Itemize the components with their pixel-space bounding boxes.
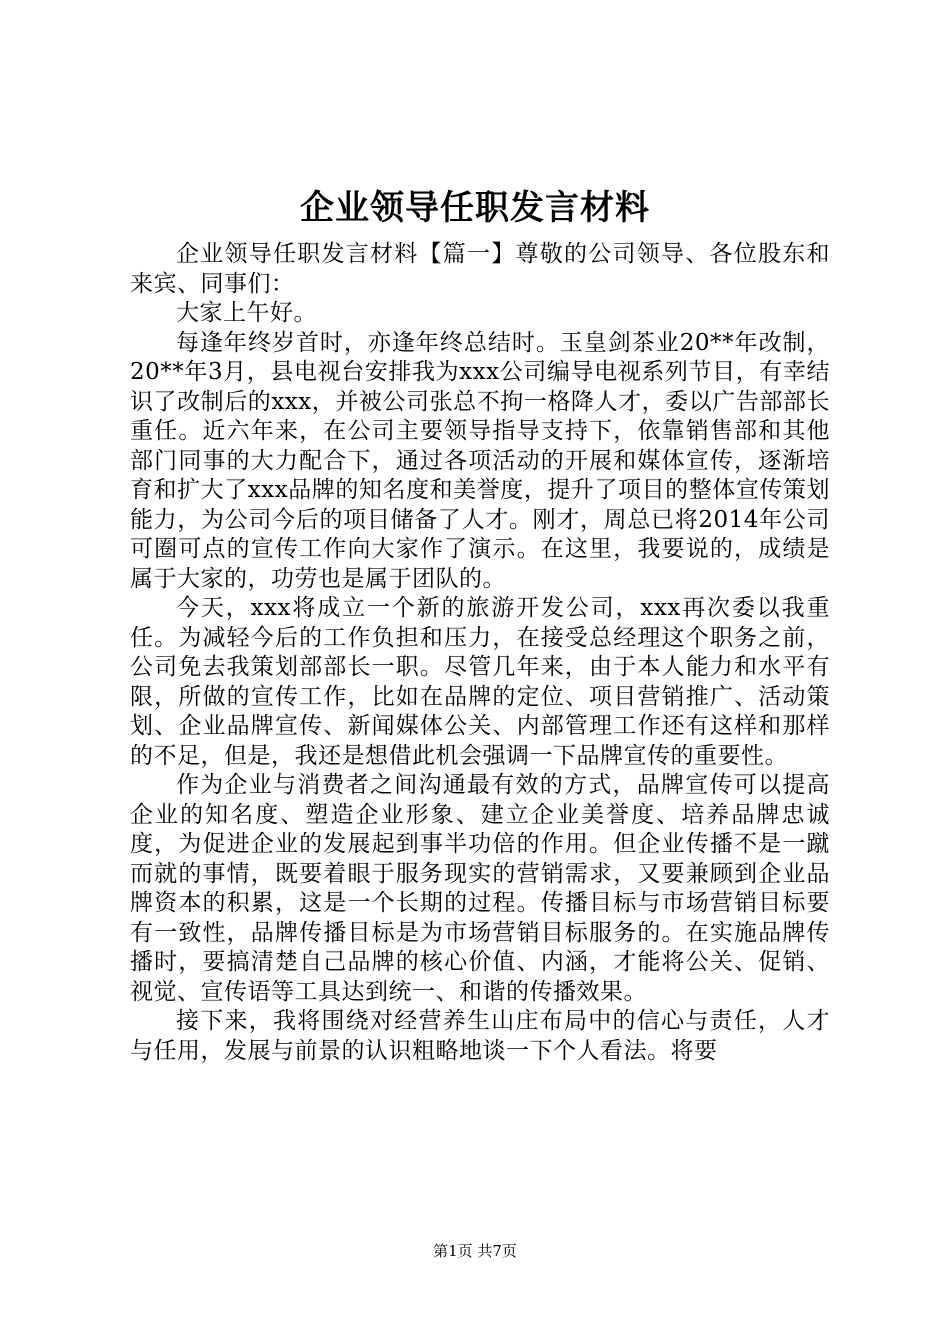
paragraph-3: 每逢年终岁首时，亦逢年终总结时。玉皇剑茶业20**年改制，20**年3月，县电视台安排我为xxx公司编导电视系列节目，有幸结识了改制后的xxx，并被公司张总不拘一格降人才，委以广告部部长重任。近六年来，在公司主要领导指导支持下，依靠销售部和其他部门同事的大力配合下，通过各项活动的开展和媒体宣传，逐渐培育和扩大了xxx品牌的知名度和美誉度，提升了项目的整体宣传策划能力，为公司今后的项目储备了人才。刚才，周总已将2014年公司可圈可点的宣传工作向大家作了演示。在这里，我要说的，成绩是属于大家的，功劳也是属于团队的。 [130,329,830,592]
paragraph-5: 作为企业与消费者之间沟通最有效的方式，品牌宣传可以提高企业的知名度、塑造企业形象、建立企业美誉度、培养品牌忠诚度，为促进企业的发展起到事半功倍的作用。但企业传播不是一蹴而就的事情，既要着眼于服务现实的营销需求，又要兼顾到企业品牌资本的积累，这是一个长期的过程。传播目标与市场营销目标要有一致性，品牌传播目标是为市场营销目标服务的。在实施品牌传播时，要搞清楚自己品牌的核心价值、内涵，才能将公关、促销、视觉、宣传语等工具达到统一、和谐的传播效果。 [130,772,830,1005]
page-footer: 第1页 共7页 [433,1242,517,1260]
paragraph-1: 企业领导任职发言材料【篇一】尊敬的公司领导、各位股东和来宾、同事们： [130,241,830,297]
paragraph-4: 今天，xxx将成立一个新的旅游开发公司，xxx再次委以我重任。为减轻今后的工作负担和压力，在接受总经理这个职务之前，公司免去我策划部部长一职。尽管几年来，由于本人能力和水平有限，所做的宣传工作，比如在品牌的定位、项目营销推广、活动策划、企业品牌宣传、新闻媒体公关、内部管理工作还有这样和那样的不足，但是，我还是想借此机会强调一下品牌宣传的重要性。 [130,595,830,769]
paragraph-2: 大家上午好。 [176,300,317,326]
document-body [130,240,830,1066]
paragraph-6: 接下来，我将围绕对经营养生山庄布局中的信心与责任，人才与任用，发展与前景的认识粗略地谈一下个人看法。将要 [130,1008,830,1064]
document-title: 企业领导任职发言材料 [300,188,650,228]
